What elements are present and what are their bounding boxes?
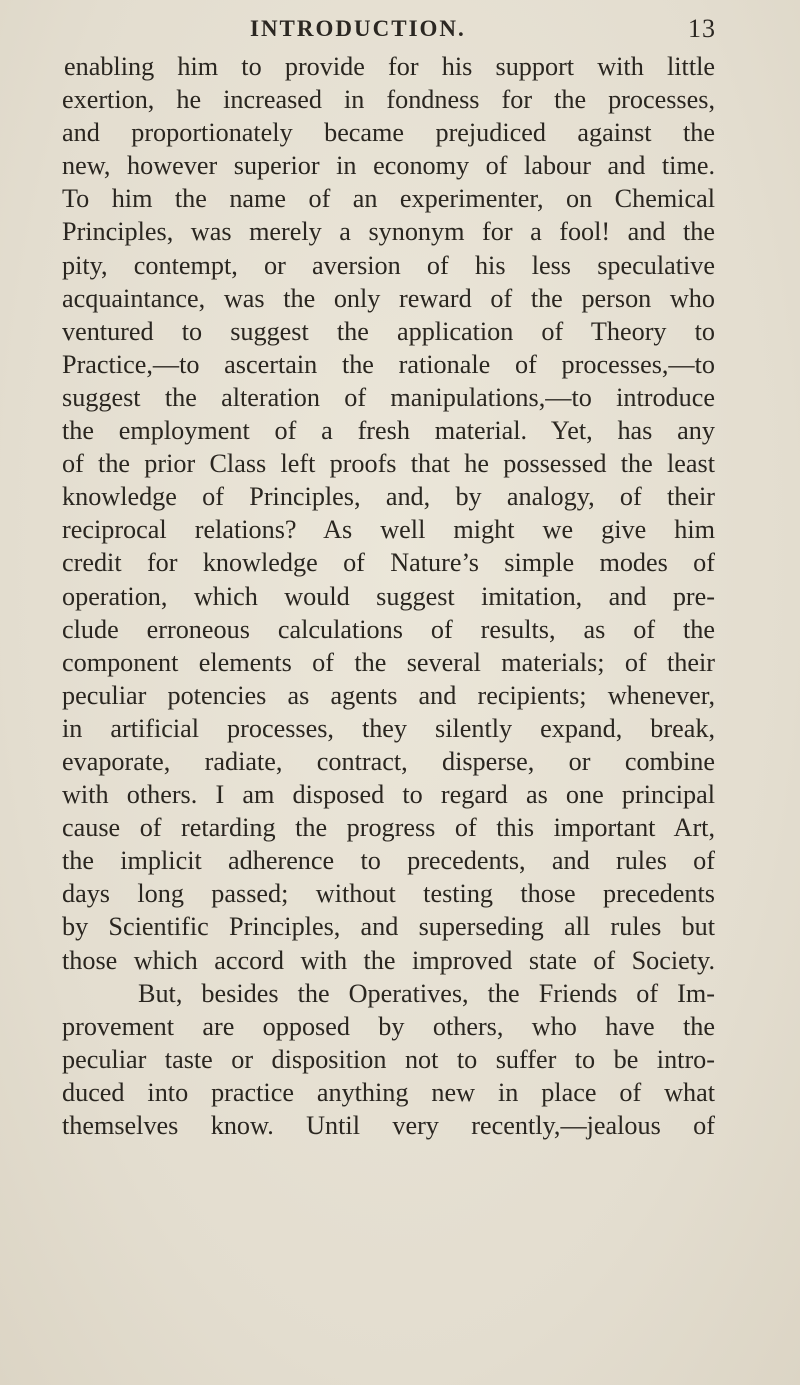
text-line: pity, contempt, or aversion of his less speculative [62,250,715,280]
text-line: with others. I am disposed to regard as one principal [62,780,715,810]
text-line: reciprocal relations? As well might we give him [62,515,715,545]
text-line: credit for knowledge of Nature’s simple modes of [62,548,715,578]
text-line: Principles, was merely a synonym for a fool! and the [62,217,715,247]
text-line: peculiar potencies as agents and recipients; whenever, [62,680,715,710]
text-line: peculiar taste or disposition not to suffer to be intro- [62,1044,715,1074]
text-line: provement are opposed by others, who have the [62,1011,715,1041]
text-line: exertion, he increased in fondness for the processes, [62,85,715,115]
text-line: in artificial processes, they silently expand, break, [62,713,715,743]
text-line: ventured to suggest the application of Theory to [62,316,715,346]
body-text [62,50,715,1142]
text-line: those which accord with the improved state of Society. [62,945,715,975]
text-line: duced into practice anything new in place of what [62,1077,715,1107]
text-line: cause of retarding the progress of this important Art, [62,813,715,843]
running-title: INTRODUCTION. [250,16,466,41]
text-line: new, however superior in economy of labour and time. [62,151,715,181]
text-line: knowledge of Principles, and, by analogy, of their [62,482,715,512]
text-line: To him the name of an experimenter, on Chemical [62,184,715,214]
text-line: evaporate, radiate, contract, disperse, or combine [62,746,715,776]
page-number: 13 [688,14,716,43]
text-line: of the prior Class left proofs that he possessed the least [62,449,715,479]
text-line: component elements of the several materials; of their [62,647,715,677]
text-line: Practice,—to ascertain the rationale of processes,—to [62,349,715,379]
text-line: enabling him to provide for his support with little [64,52,715,81]
text-line: But, besides the Operatives, the Friends of Im- [138,978,715,1008]
text-line: suggest the alteration of manipulations,—to introduce [62,382,715,412]
text-line: operation, which would suggest imitation, and pre- [62,581,715,611]
text-line: days long passed; without testing those precedents [62,879,715,909]
text-line: the employment of a fresh material. Yet, has any [62,416,715,446]
text-line: by Scientific Principles, and superseding all rules but [62,912,715,942]
text-line: clude erroneous calculations of results, as of the [62,614,715,644]
text-line: the implicit adherence to precedents, and rules of [62,846,715,876]
text-line: acquaintance, was the only reward of the person who [62,283,715,313]
text-line: and proportionately became prejudiced against the [62,118,715,148]
text-line: themselves know. Until very recently,—jealous of [62,1111,715,1140]
running-head [64,6,718,46]
